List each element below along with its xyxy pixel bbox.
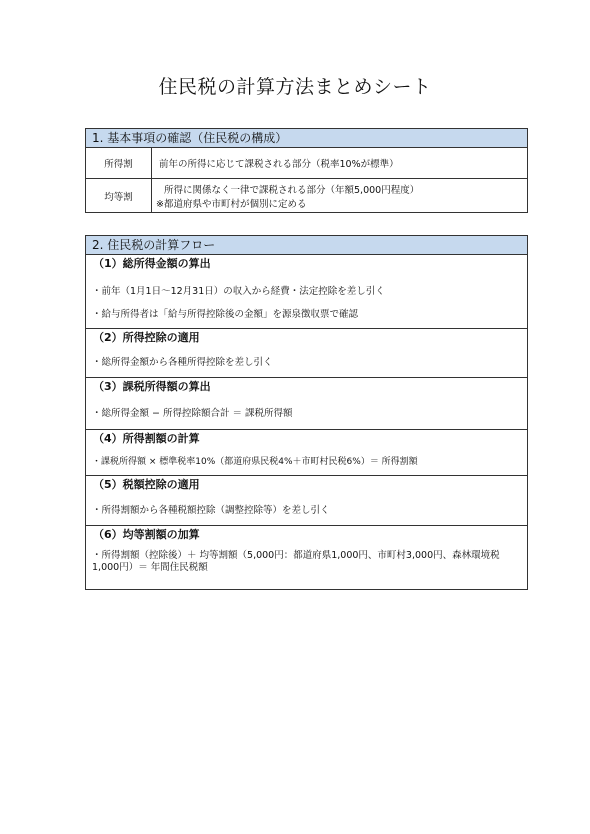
row-label: 所得割 [86, 148, 152, 178]
row-text: 所得に関係なく一律で課税される部分（年額5,000円程度） [164, 185, 420, 196]
flow-step [86, 526, 527, 590]
section2-heading: 2. 住民税の計算フロー [86, 236, 527, 255]
step-title: （3）課税所得額の算出 [93, 380, 211, 393]
table-row [86, 148, 527, 179]
row-text: 前年の所得に応じて課税される部分（税率10%が標準） [159, 159, 399, 170]
flow-step [86, 328, 527, 378]
step-line: ・総所得金額 − 所得控除額合計 ＝ 課税所得額 [92, 408, 293, 419]
step-line: ・課税所得額 × 標準税率10%（都道府県民税4%＋市町村民税6%）＝ 所得割額 [92, 457, 418, 467]
step-title: （5）税額控除の適用 [93, 478, 200, 491]
table-row [86, 179, 527, 213]
flow-step [86, 255, 527, 328]
step-title: （4）所得割額の計算 [93, 432, 200, 445]
row-label: 均等割 [86, 179, 152, 213]
flow-step [86, 378, 527, 430]
step-title: （6）均等割額の加算 [93, 528, 200, 541]
step-title: （1）総所得金額の算出 [93, 257, 211, 270]
flow-step [86, 430, 527, 476]
page-title: 住民税の計算方法まとめシート [158, 76, 432, 98]
flow-step [86, 476, 527, 526]
calc-flow [85, 235, 528, 590]
step-line: ・所得割額から各種税額控除（調整控除等）を差し引く [92, 505, 330, 516]
step-title: （2）所得控除の適用 [93, 331, 200, 344]
step-line: ・所得割額（控除後）＋ 均等割額（5,000円：都道府県1,000円、市町村3,000円、森林環境税1,000円）＝ 年間住民税額 [92, 550, 500, 573]
section1-heading: 1. 基本事項の確認（住民税の構成） [86, 129, 527, 148]
step-line: ・給与所得者は「給与所得控除後の金額」を源泉徴収票で確認 [92, 309, 359, 320]
basics-table [85, 128, 528, 213]
row-note: ※都道府県や市町村が個別に定める [156, 199, 307, 210]
step-line: ・前年（1月1日〜12月31日）の収入から経費・法定控除を差し引く [92, 286, 385, 297]
step-line: ・総所得金額から各種所得控除を差し引く [92, 357, 273, 368]
